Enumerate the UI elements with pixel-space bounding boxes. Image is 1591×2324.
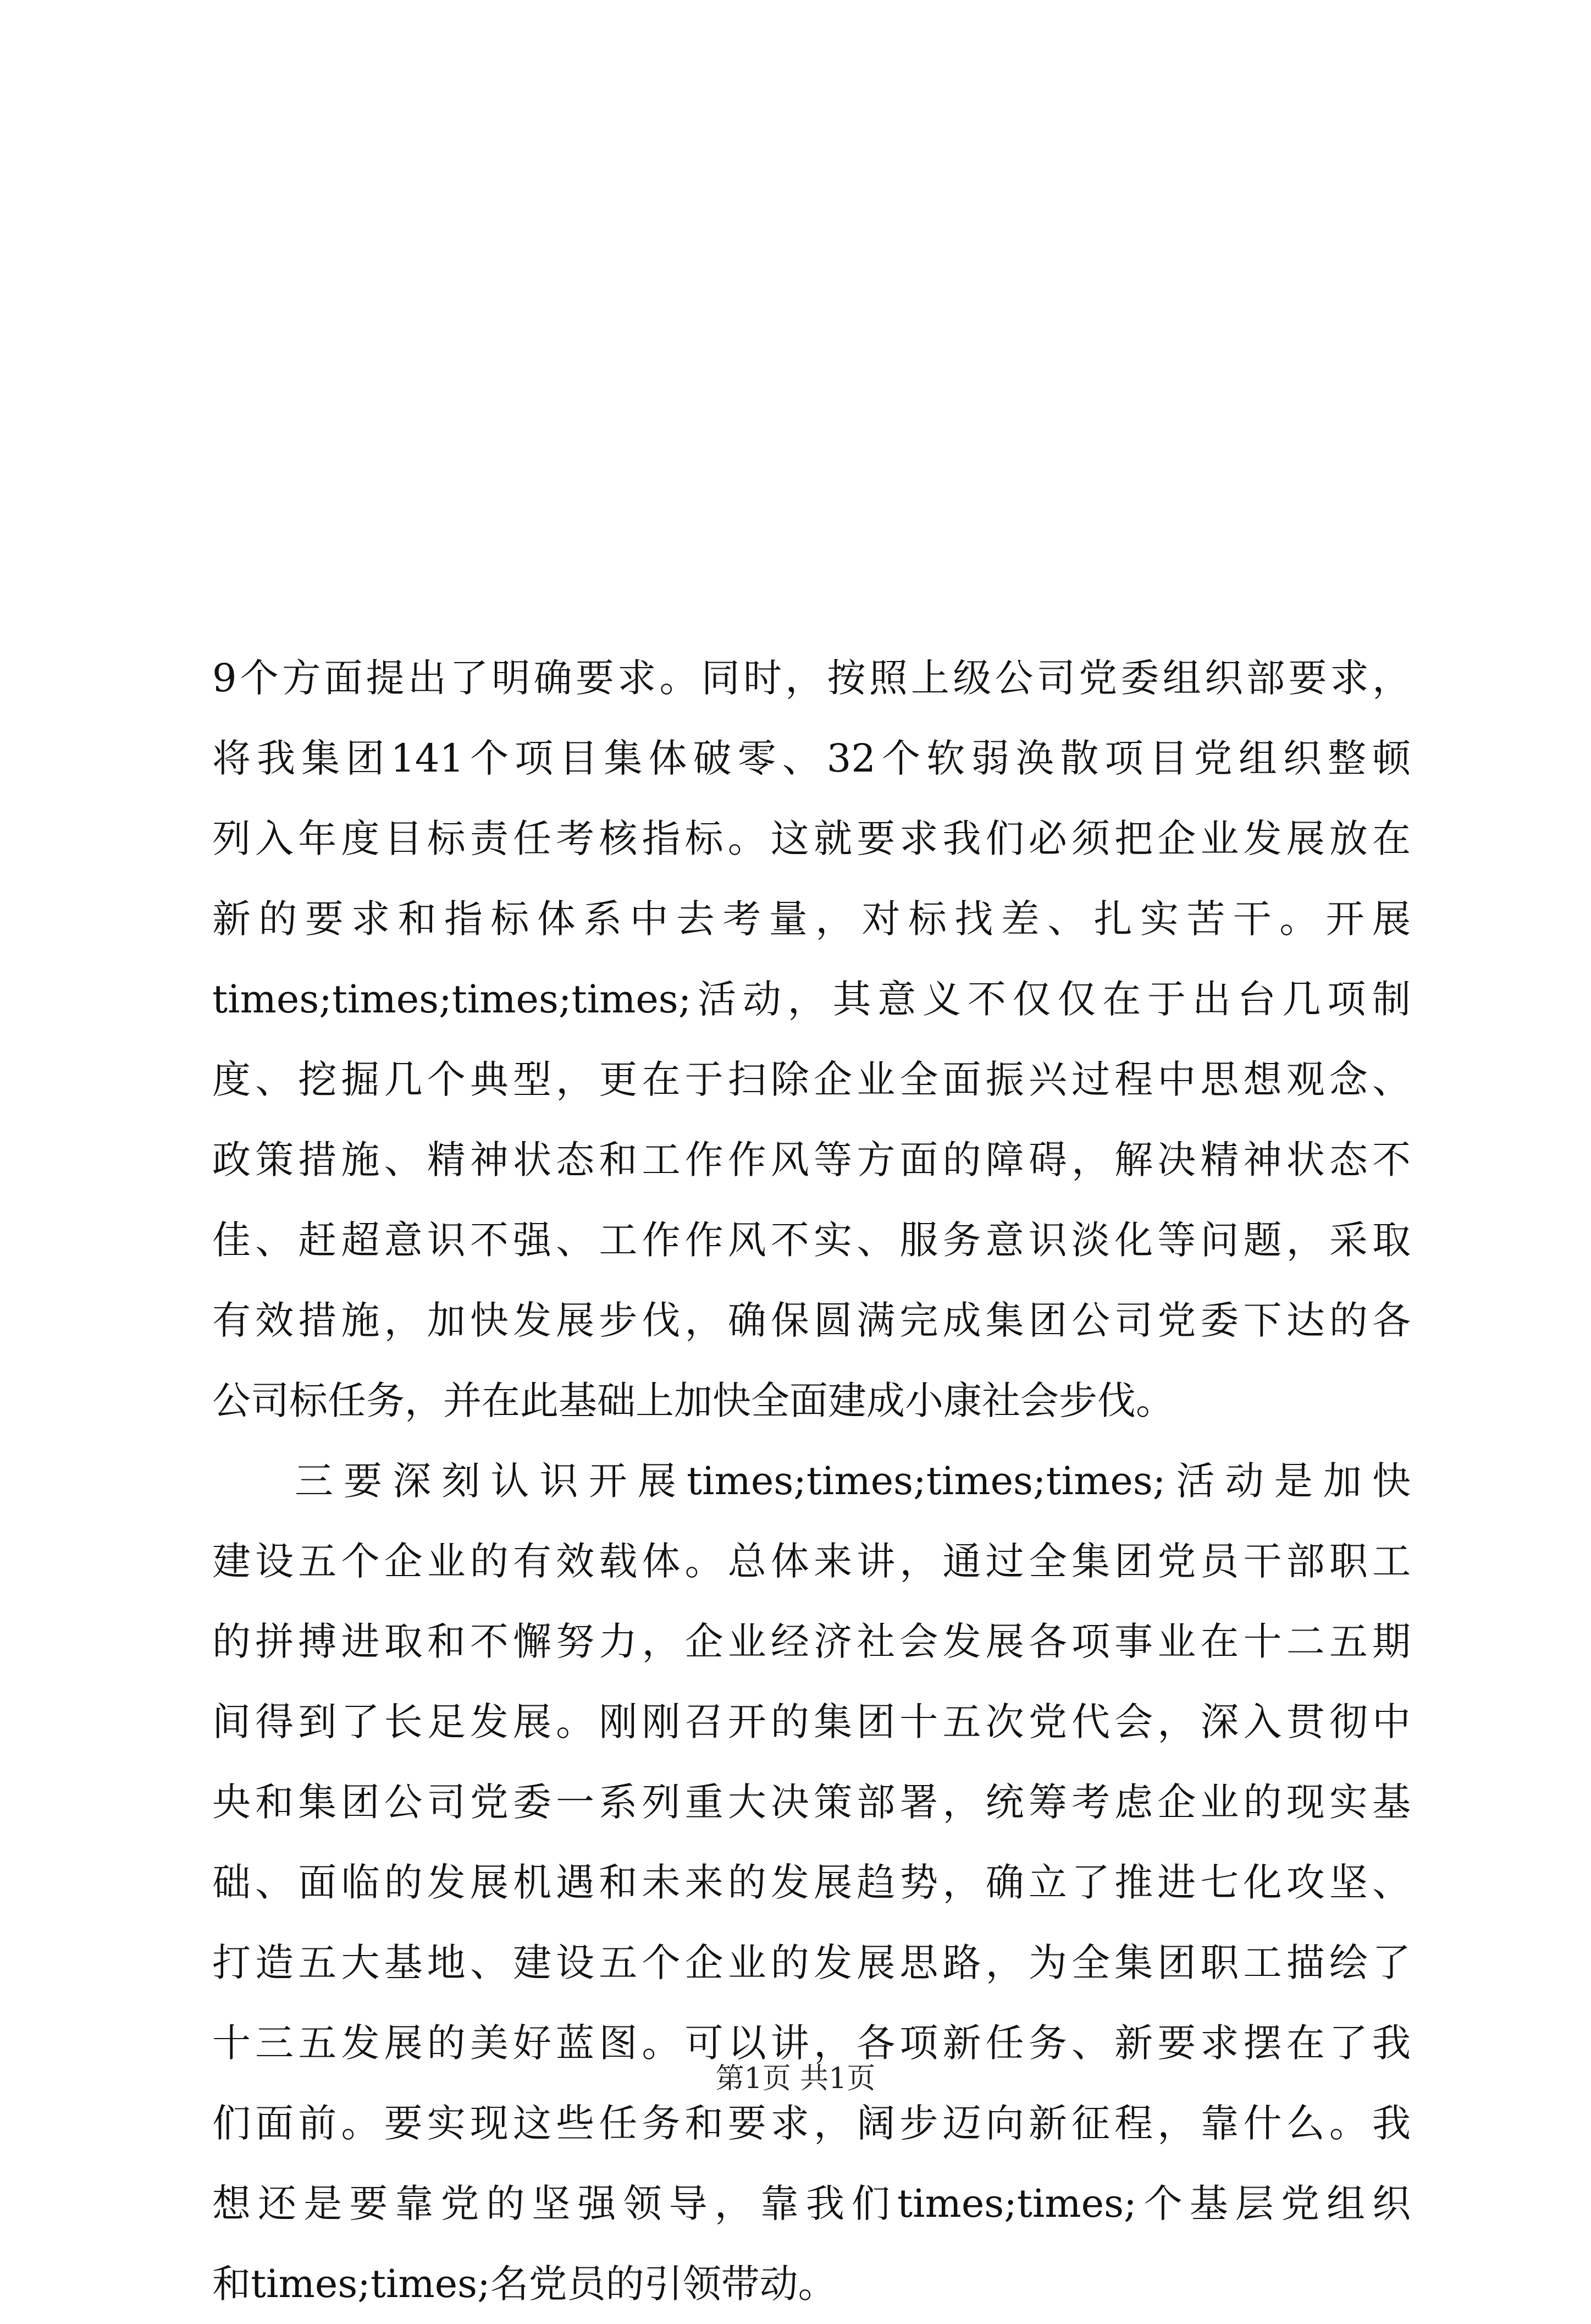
text-line-17: 打造五大基地、建设五个企业的发展思路，为全集团职工描绘了	[212, 1940, 1411, 1985]
text-line-4: 新的要求和指标体系中去考量，对标找差、扎实苦干。开展	[212, 896, 1411, 941]
text-line-10: 公司标任务，并在此基础上加快全面建成小康社会步伐。	[212, 1378, 1174, 1423]
paragraph-start-line: 三要深刻认识开展times;times;times;times;活动是加快	[295, 1458, 1411, 1504]
text-line-1: 9个方面提出了明确要求。同时，按照上级公司党委组织部要求，	[212, 656, 1411, 701]
text-line-3: 列入年度目标责任考核指标。这就要求我们必须把企业发展放在	[212, 816, 1411, 861]
text-line-18: 十三五发展的美好蓝图。可以讲，各项新任务、新要求摆在了我	[212, 2020, 1411, 2066]
text-line-7: 政策措施、精神状态和工作作风等方面的障碍，解决精神状态不	[212, 1137, 1411, 1182]
text-line-20: 想还是要靠党的坚强领导，靠我们times;times;个基层党组织	[212, 2181, 1411, 2226]
text-line-9: 有效措施，加快发展步伐，确保圆满完成集团公司党委下达的各	[212, 1298, 1411, 1343]
text-line-21: 和times;times;名党员的引领带动。	[212, 2261, 837, 2306]
text-line-8: 佳、赶超意识不强、工作作风不实、服务意识淡化等问题，采取	[212, 1218, 1411, 1263]
text-line-5: times;times;times;times;活动，其意义不仅仅在于出台几项制	[212, 977, 1411, 1022]
text-line-13: 的拼搏进取和不懈努力，企业经济社会发展各项事业在十二五期	[212, 1619, 1411, 1664]
text-line-6: 度、挖掘几个典型，更在于扫除企业全面振兴过程中思想观念、	[212, 1057, 1411, 1102]
text-line-2: 将我集团141个项目集体破零、32个软弱涣散项目党组织整顿	[212, 736, 1411, 781]
text-line-16: 础、面临的发展机遇和未来的发展趋势，确立了推进七化攻坚、	[212, 1860, 1411, 1905]
text-line-14: 间得到了长足发展。刚刚召开的集团十五次党代会，深入贯彻中	[212, 1699, 1411, 1744]
text-line-15: 央和集团公司党委一系列重大决策部署，统筹考虑企业的现实基	[212, 1780, 1411, 1825]
text-line-12: 建设五个企业的有效载体。总体来讲，通过全集团党员干部职工	[212, 1539, 1411, 1584]
page-footer: 第1页 共1页	[715, 2062, 876, 2095]
text-line-19: 们面前。要实现这些任务和要求，阔步迈向新征程，靠什么。我	[212, 2101, 1411, 2146]
